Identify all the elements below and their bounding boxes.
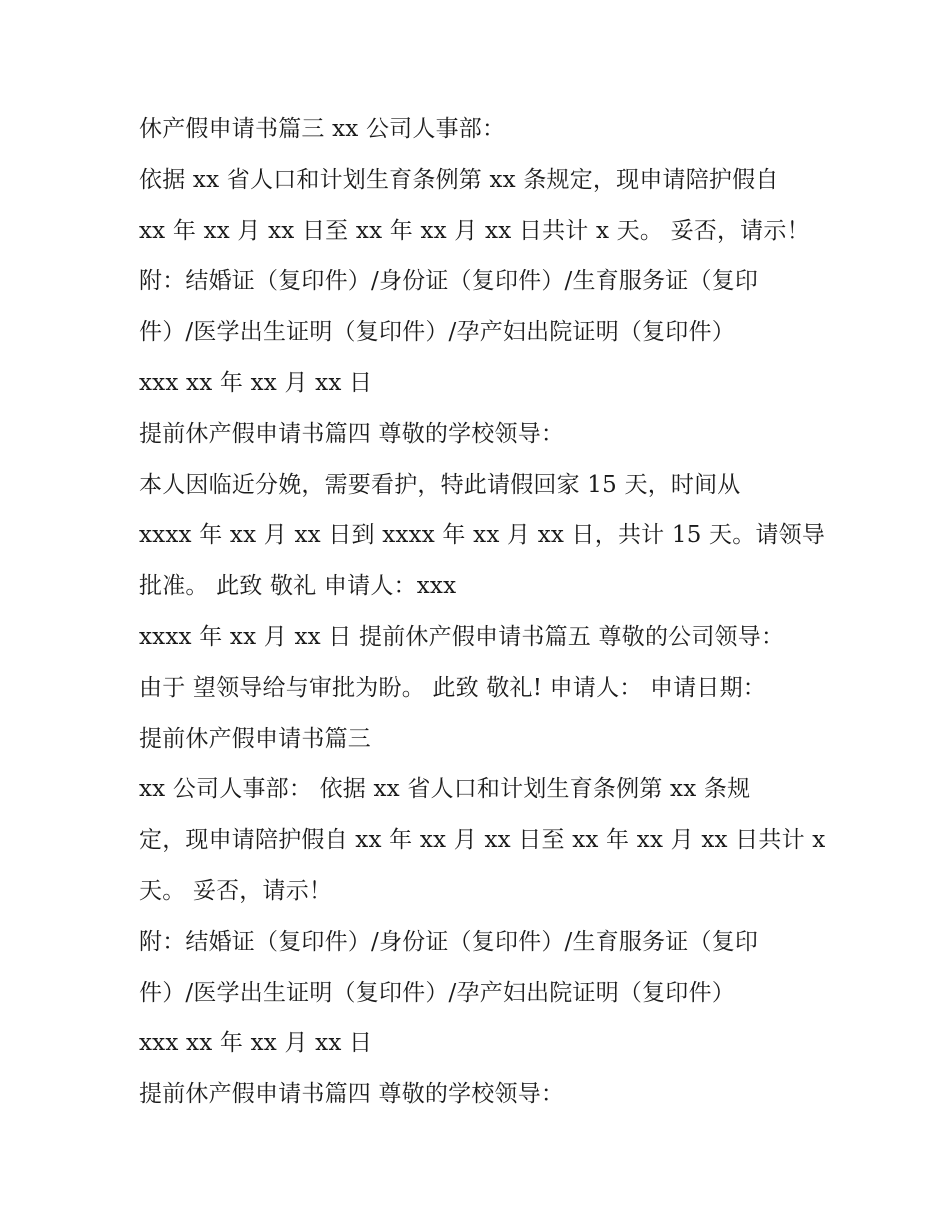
text-line: 依据 xx 省人口和计划生育条例第 xx 条规定，现申请陪护假自	[139, 166, 779, 193]
document-body	[139, 104, 829, 1120]
text-line: xx 年 xx 月 xx 日至 xx 年 xx 月 xx 日共计 x 天。 妥否，请示！	[139, 217, 810, 244]
text-line: xx 公司人事部： 依据 xx 省人口和计划生育条例第 xx 条规	[139, 776, 751, 803]
text-line: 提前休产假申请书篇四 尊敬的学校领导：	[139, 1081, 565, 1108]
text-line: xxxx 年 xx 月 xx 日 提前休产假申请书篇五 尊敬的公司领导：	[139, 623, 785, 650]
text-line: 附：结婚证（复印件）/身份证（复印件）/生育服务证（复印	[139, 268, 759, 295]
text-line: 提前休产假申请书篇三	[139, 725, 371, 752]
text-line: 本人因临近分娩，需要看护，特此请假回家 15 天，时间从	[139, 471, 741, 498]
text-line: 提前休产假申请书篇四 尊敬的学校领导：	[139, 420, 565, 447]
text-line: 件）/医学出生证明（复印件）/孕产妇出院证明（复印件）	[139, 319, 735, 346]
text-line: 天。 妥否，请示！	[139, 877, 333, 904]
text-line: 由于 望领导给与审批为盼。 此致 敬礼! 申请人： 申请日期：	[139, 674, 766, 701]
text-line: xxx xx 年 xx 月 xx 日	[139, 369, 373, 396]
text-line: 附：结婚证（复印件）/身份证（复印件）/生育服务证（复印	[139, 928, 759, 955]
text-line: xxx xx 年 xx 月 xx 日	[139, 1030, 373, 1057]
text-line: 定，现申请陪护假自 xx 年 xx 月 xx 日至 xx 年 xx 月 xx 日共计 x	[139, 827, 826, 854]
text-line: xxxx 年 xx 月 xx 日到 xxxx 年 xx 月 xx 日，共计 15 天。请领导	[139, 522, 826, 549]
text-line: 批准。 此致 敬礼 申请人：xxx	[139, 573, 457, 600]
text-line: 件）/医学出生证明（复印件）/孕产妇出院证明（复印件）	[139, 979, 735, 1006]
text-line: 休产假申请书篇三 xx 公司人事部：	[139, 116, 506, 142]
